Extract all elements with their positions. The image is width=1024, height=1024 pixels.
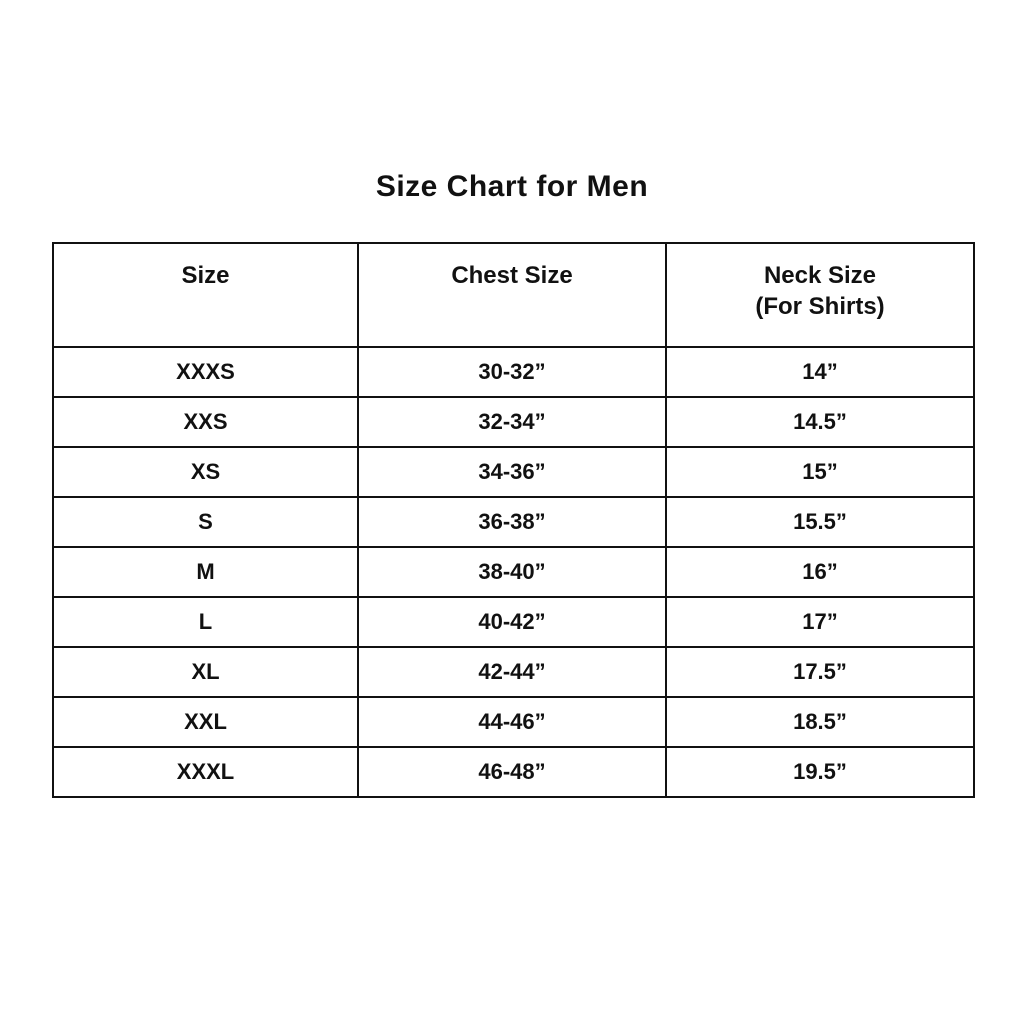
neck-size-cell: 14” xyxy=(666,347,974,397)
table-row xyxy=(53,497,974,547)
table-body xyxy=(53,347,974,797)
chest-size-cell: 46-48” xyxy=(358,747,666,797)
size-cell: XXS xyxy=(53,397,358,447)
size-cell: M xyxy=(53,547,358,597)
size-chart-table xyxy=(52,242,975,798)
table-row xyxy=(53,447,974,497)
size-cell: XXXS xyxy=(53,347,358,397)
chest-size-cell: 42-44” xyxy=(358,647,666,697)
header-chest-size xyxy=(358,243,666,347)
neck-size-cell: 15.5” xyxy=(666,497,974,547)
table-row xyxy=(53,397,974,447)
header-chest-line1: Chest Size xyxy=(451,262,573,289)
chest-size-cell: 38-40” xyxy=(358,547,666,597)
table-row xyxy=(53,747,974,797)
chest-size-cell: 40-42” xyxy=(358,597,666,647)
header-size-line1: Size xyxy=(181,262,230,289)
size-cell: XXL xyxy=(53,697,358,747)
chest-size-cell: 32-34” xyxy=(358,397,666,447)
neck-size-cell: 19.5” xyxy=(666,747,974,797)
neck-size-cell: 17” xyxy=(666,597,974,647)
neck-size-cell: 15” xyxy=(666,447,974,497)
table-row xyxy=(53,647,974,697)
table-row xyxy=(53,597,974,647)
header-neck-line2: (For Shirts) xyxy=(755,293,885,321)
size-cell: XXXL xyxy=(53,747,358,797)
neck-size-cell: 14.5” xyxy=(666,397,974,447)
header-neck-size xyxy=(666,243,974,347)
size-cell: XL xyxy=(53,647,358,697)
size-cell: S xyxy=(53,497,358,547)
chest-size-cell: 34-36” xyxy=(358,447,666,497)
table-row xyxy=(53,347,974,397)
size-cell: L xyxy=(53,597,358,647)
neck-size-cell: 18.5” xyxy=(666,697,974,747)
table-row xyxy=(53,697,974,747)
neck-size-cell: 16” xyxy=(666,547,974,597)
chest-size-cell: 44-46” xyxy=(358,697,666,747)
page-title: Size Chart for Men xyxy=(375,170,649,203)
table-row xyxy=(53,547,974,597)
table-header-row xyxy=(53,243,974,347)
size-cell: XS xyxy=(53,447,358,497)
neck-size-cell: 17.5” xyxy=(666,647,974,697)
header-size xyxy=(53,243,358,347)
chest-size-cell: 36-38” xyxy=(358,497,666,547)
header-neck-line1: Neck Size xyxy=(763,262,877,289)
chest-size-cell: 30-32” xyxy=(358,347,666,397)
